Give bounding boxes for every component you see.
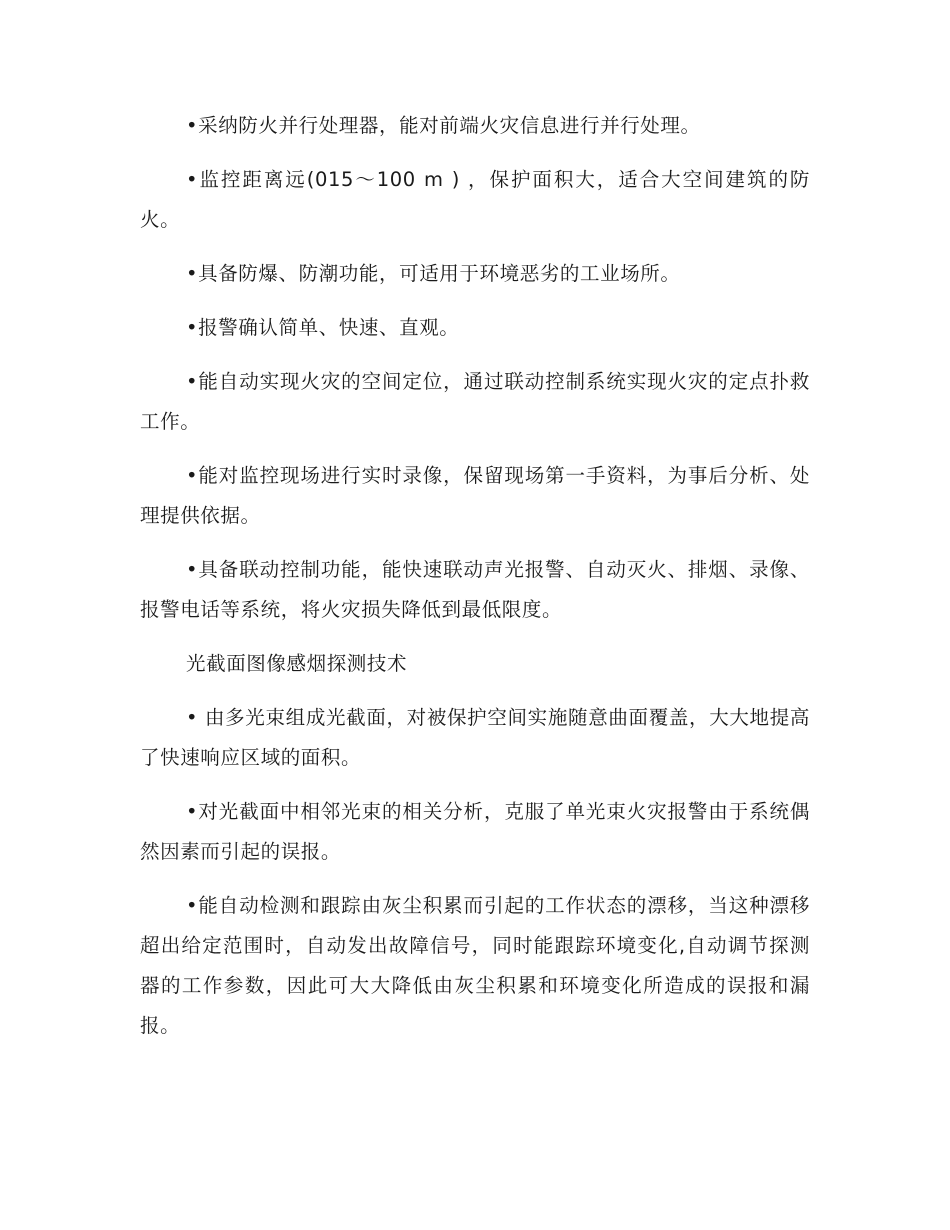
document-body <box>140 106 810 1060</box>
paragraph-parallel-processor: •采纳防火并行处理器，能对前端火灾信息进行并行处理。 <box>186 114 701 137</box>
paragraph-alarm-confirmation: •报警确认简单、快速、直观。 <box>186 316 460 339</box>
paragraph-explosion-proof: •具备防爆、防潮功能，可适用于环境恶劣的工业场所。 <box>186 262 681 285</box>
section-heading: 光截面图像感烟探测技术 <box>186 652 408 675</box>
paragraph-monitoring-distance: •监控距离远(015～100 m ) ，保护面积大，适合大空间建筑的防火。 <box>140 168 810 231</box>
paragraph-dust-drift: •能自动检测和跟踪由灰尘积累而引起的工作状态的漂移，当这种漂移超出给定范围时，自动发出故障信号，同时能跟踪环境变化,自动调节探测器的工作参数，因此可大大降低由灰尘积累和环境变化所造成的误报和漏报。 <box>140 894 810 1037</box>
paragraph-linkage-control: •具备联动控制功能，能快速联动声光报警、自动灭火、排烟、录像、报警电话等系统，将火灾损失降低到最低限度。 <box>140 558 810 621</box>
paragraph-spatial-positioning: •能自动实现火灾的空间定位，通过联动控制系统实现火灾的定点扑救工作。 <box>140 370 810 433</box>
paragraph-video-recording: •能对监控现场进行实时录像，保留现场第一手资料，为事后分析、处理提供依据。 <box>140 464 810 527</box>
paragraph-beam-correlation: •对光截面中相邻光束的相关分析，克服了单光束火灾报警由于系统偶然因素而引起的误报。 <box>140 800 810 863</box>
paragraph-multi-beam: • 由多光束组成光截面，对被保护空间实施随意曲面覆盖，大大地提高了快速响应区域的面积。 <box>140 706 810 769</box>
